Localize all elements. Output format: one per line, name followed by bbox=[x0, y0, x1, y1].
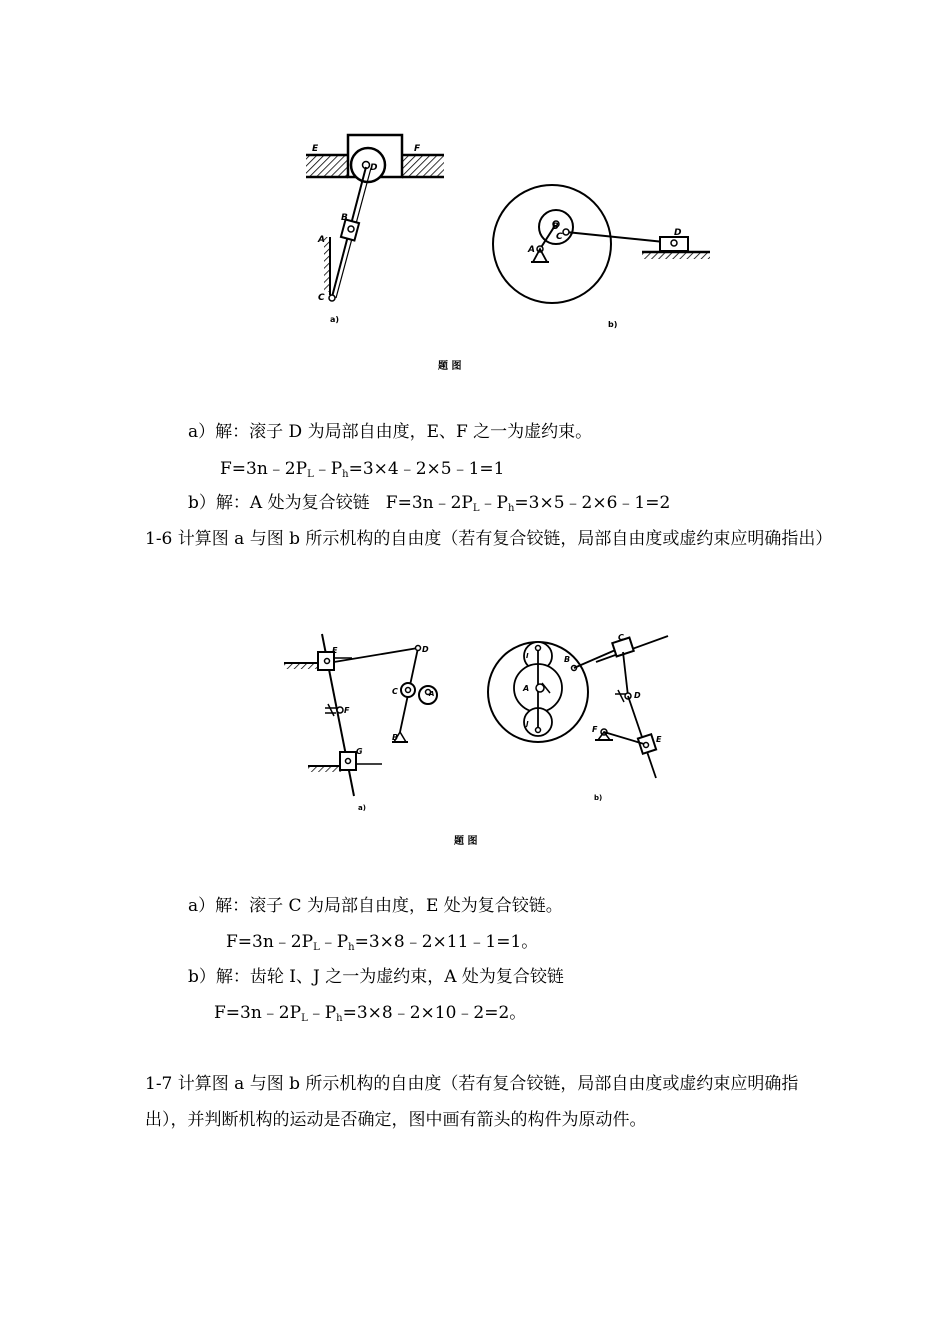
formula-part: ﹣P bbox=[479, 493, 508, 513]
label-6a-C: C bbox=[392, 687, 398, 696]
figure-1 bbox=[290, 125, 730, 380]
formula-part: =3×4﹣2×5﹣1=1 bbox=[348, 459, 505, 479]
formula-sub: h bbox=[342, 469, 349, 480]
label-6a-B: B bbox=[392, 733, 399, 742]
formula-part: F=3n﹣2P bbox=[220, 459, 308, 479]
mechanism-b-drawing bbox=[493, 185, 710, 303]
solution-2b-text: b）解：齿轮 I、J 之一为虚约束，A 处为复合铰链 bbox=[188, 967, 564, 987]
formula-part: ﹣P bbox=[313, 459, 343, 479]
formula-sub: L bbox=[307, 469, 314, 480]
subfig-a-label: a) bbox=[330, 315, 340, 324]
solution-1a-formula bbox=[220, 458, 504, 480]
label-a-E: E bbox=[312, 144, 319, 154]
label-a-A: A bbox=[318, 235, 325, 245]
label-6b-I: I bbox=[526, 652, 529, 660]
question-1-7: 1-7 计算图 a 与图 b 所示机构的自由度（若有复合铰链，局部自由度或虚约束应明确指出），并判断机构的运动是否确定，图中画有箭头的构件为原动件。 bbox=[145, 1074, 799, 1130]
label-6b-F: F bbox=[592, 725, 598, 734]
mechanism-6a-drawing bbox=[284, 634, 437, 796]
mechanism-a-drawing bbox=[306, 135, 444, 301]
label-b-C: C bbox=[556, 232, 563, 242]
label-6a-D: D bbox=[422, 645, 429, 654]
formula-part: F=3n﹣2P bbox=[226, 932, 314, 952]
solution-1a-text: a）解：滚子 D 为局部自由度，E、F 之一为虚约束。 bbox=[188, 422, 593, 442]
label-6b-B: B bbox=[564, 655, 571, 664]
label-6b-D: D bbox=[634, 691, 641, 700]
formula-part: F=3n﹣2P bbox=[214, 1003, 302, 1023]
subfig-6a-label: a) bbox=[358, 804, 366, 812]
label-6a-A: A bbox=[429, 690, 435, 698]
question-1-6: 1-6 计算图 a 与图 b 所示机构的自由度（若有复合铰链，局部自由度或虚约束应明确指出） bbox=[145, 529, 833, 549]
solution-1b bbox=[188, 492, 670, 514]
formula-part: F=3n﹣2P bbox=[385, 493, 473, 513]
label-6b-A: A bbox=[523, 684, 530, 693]
formula-part: =3×5﹣2×6﹣1=2 bbox=[514, 493, 671, 513]
label-6a-G: G bbox=[356, 747, 363, 756]
formula-sub: h bbox=[348, 942, 355, 953]
formula-part: ﹣P bbox=[307, 1003, 337, 1023]
formula-sub: L bbox=[472, 503, 480, 514]
label-6a-F: F bbox=[344, 706, 350, 715]
label-a-D: D bbox=[370, 163, 378, 173]
formula-sub: L bbox=[313, 942, 320, 953]
label-b-D: D bbox=[674, 228, 682, 238]
label-b-B: B bbox=[552, 222, 559, 232]
label-a-B: B bbox=[341, 213, 348, 223]
subfig-6b-label: b) bbox=[594, 794, 603, 802]
solution-2a-formula bbox=[226, 931, 538, 953]
label-6a-E: E bbox=[332, 646, 338, 655]
label-6b-E: E bbox=[656, 735, 662, 744]
label-6b-C: C bbox=[618, 633, 624, 642]
formula-sub: h bbox=[507, 503, 515, 514]
formula-part: =3×8﹣2×11﹣1=1。 bbox=[354, 932, 539, 952]
label-a-C: C bbox=[318, 293, 325, 303]
figure-1-caption: 题 图 bbox=[438, 361, 462, 372]
formula-part: =3×8﹣2×10﹣2=2。 bbox=[342, 1003, 527, 1023]
solution-1b-text: b）解：A 处为复合铰链 bbox=[188, 493, 370, 513]
figure-2 bbox=[278, 628, 678, 853]
figure-2-caption: 题 图 bbox=[454, 836, 478, 847]
subfig-b-label: b) bbox=[608, 320, 618, 329]
label-b-A: A bbox=[528, 245, 535, 255]
mechanism-6b-drawing bbox=[488, 636, 668, 778]
solution-2a-text: a）解：滚子 C 为局部自由度，E 处为复合铰链。 bbox=[188, 896, 563, 916]
label-a-F: F bbox=[414, 144, 421, 154]
formula-sub: h bbox=[336, 1013, 343, 1024]
formula-sub: L bbox=[301, 1013, 308, 1024]
formula-part: ﹣P bbox=[319, 932, 349, 952]
label-6b-J: J bbox=[526, 720, 529, 728]
solution-2b-formula bbox=[214, 1002, 526, 1024]
